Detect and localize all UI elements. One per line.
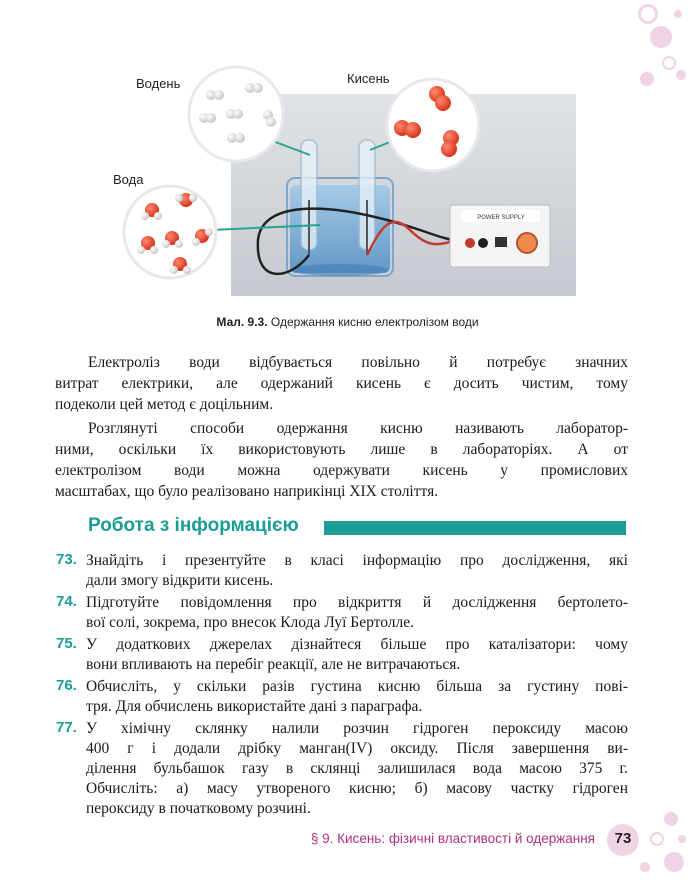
task-text (86, 719, 628, 819)
task-line: вої солі, зокрема, про внесок Клода Луї Бертолле. (86, 614, 414, 631)
task-line: тря. Для обчислень використайте дані з параграфа. (86, 698, 423, 715)
task-line: У хімічну склянку налили розчин гідроген пероксиду масою (86, 720, 628, 737)
paragraph-1 (55, 352, 628, 415)
caption-text: Одержання кисню електролізом води (270, 315, 479, 329)
power-knob (517, 233, 537, 253)
paragraph-line: Електроліз води відбувається повільно й потребує значних (88, 354, 628, 371)
paragraph-line: Розглянуті способи одержання кисню називають лаборатор- (88, 420, 628, 437)
decor-circle (650, 832, 664, 846)
water-label: Вода (113, 172, 144, 187)
task-line: ділення бульбашок газу в склянці залишилася вода масою 375 г. (86, 760, 628, 777)
task-number: 75. (56, 635, 77, 652)
decor-circle (640, 862, 650, 872)
decor-circle (664, 812, 678, 826)
footer-section-ref: § 9. Кисень: фізичні властивості й одержання (310, 831, 595, 846)
paragraph-line: масштабах, що було реалізовано наприкінці XIX століття. (55, 483, 439, 500)
section-bar (324, 521, 626, 535)
paragraph-line: ними, оскільки їх використовують лише в лабораторіях. А от (55, 441, 628, 458)
task-line: дали змогу відкрити кисень. (86, 572, 274, 589)
task-number: 76. (56, 677, 77, 694)
section-header (88, 515, 628, 541)
electrolysis-illustration (0, 0, 695, 305)
hydrogen-label: Водень (136, 76, 181, 91)
paragraph-line: подеколи цей метод є доцільним. (55, 396, 274, 413)
task-line: вони впливають на перебіг реакції, але не витрачаються. (86, 656, 461, 673)
figure-caption (0, 315, 695, 329)
decor-circle (664, 852, 684, 872)
task-text (86, 551, 628, 591)
electrolysis-figure (0, 0, 695, 305)
task-number: 77. (56, 719, 77, 736)
task-line: 400 г і додали дрібку манган(IV) оксиду. Після завершення ви- (86, 740, 628, 757)
task-number: 73. (56, 551, 77, 568)
paragraph-line: електролізом води можна одержувати кисень у промислових (55, 462, 628, 479)
task-line: Обчисліть: а) масу утвореного кисню; б) масову частку гідроген (86, 780, 628, 797)
decor-circle (678, 835, 686, 843)
task-text (86, 593, 628, 633)
task-line: пероксиду в початковому розчині. (86, 800, 311, 817)
paragraph-2 (55, 418, 628, 502)
paragraph-line: витрат електрики, але одержаний кисень є досить чистим, тому (55, 375, 628, 392)
oxygen-label: Кисень (347, 71, 390, 86)
task-line: Знайдіть і презентуйте в класі інформацію про дослідження, які (86, 552, 628, 569)
task-line: Підготуйте повідомлення про відкриття й дослідження бертолето- (86, 594, 628, 611)
page-number: 73 (614, 830, 632, 847)
task-line: У додаткових джерелах дізнайтеся більше про каталізатори: чому (86, 636, 628, 653)
power-supply-label: POWER SUPPLY (477, 215, 525, 221)
caption-prefix: Мал. 9.3. (216, 315, 268, 329)
task-text (86, 677, 628, 717)
task-number: 74. (56, 593, 77, 610)
task-text (86, 635, 628, 675)
task-line: Обчисліть, у скільки разів густина кисню більша за густину пові- (86, 678, 628, 695)
section-title: Робота з інформацією (88, 515, 299, 536)
